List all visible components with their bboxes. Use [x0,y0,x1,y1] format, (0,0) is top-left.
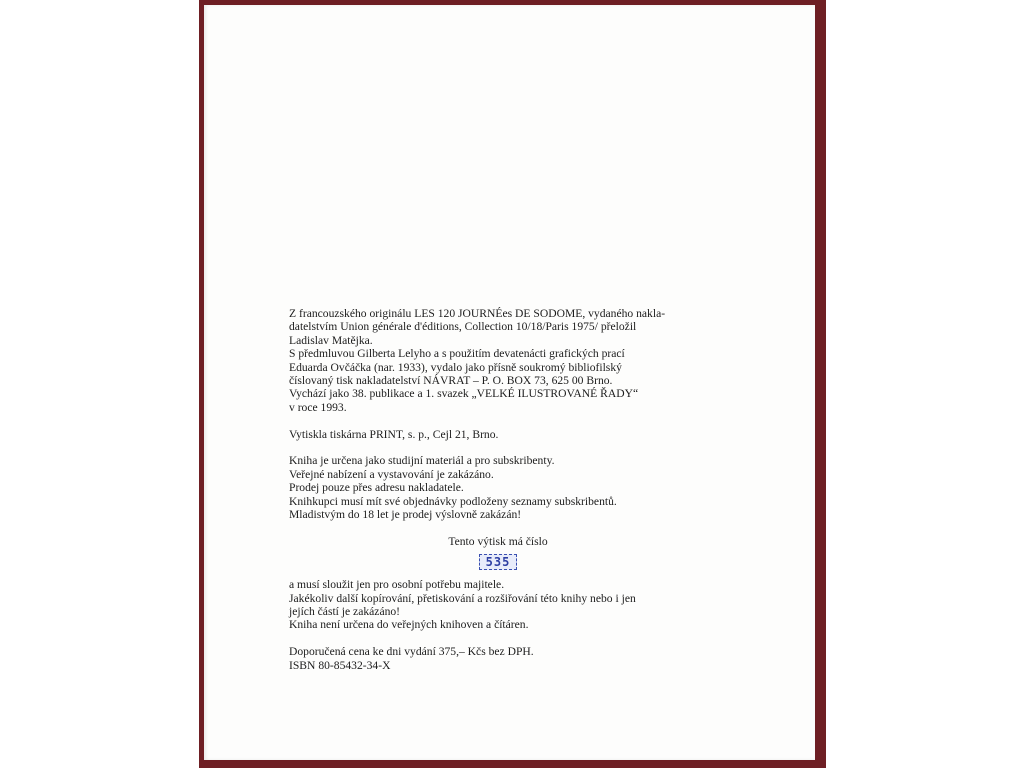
text-line: Kniha není určena do veřejných knihoven a čítáren. [289,618,529,632]
copy-number-label: Tento výtisk má číslo [448,534,548,548]
spacer [289,414,707,427]
restrictions-paragraph [289,454,707,521]
colophon-text [289,307,707,672]
text-line: Veřejné nabízení a vystavování je zakázáno. [289,467,494,481]
spacer [289,632,707,645]
text-line: číslovaný tisk nakladatelství NÁVRAT – P. O. BOX 73, 625 00 Brno. [289,374,613,388]
text-line: jejích částí je zakázáno! [289,605,401,619]
printer-line: Vytiskla tiskárna PRINT, s. p., Cejl 21, Brno. [289,427,499,441]
text-line: Mladistvým do 18 let je prodej výslovně zakázán! [289,508,522,522]
text-line: Kniha je určena jako studijní materiál a pro subskribenty. [289,454,555,468]
text-line: Ladislav Matějka. [289,333,373,347]
series-paragraph [289,387,707,414]
text-line: a musí sloužit jen pro osobní potřebu majitele. [289,578,505,592]
spacer [289,441,707,454]
price-line: Doporučená cena ke dni vydání 375,– Kčs bez DPH. [289,645,534,659]
translation-paragraph [289,307,707,347]
text-line: Vychází jako 38. publikace a 1. svazek „VELKÉ ILUSTROVANÉ ŘADY“ [289,387,639,401]
text-line: Z francouzského originálu LES 120 JOURNÉes DE SODOME, vydaného nakla- [289,307,666,320]
publisher-paragraph [289,347,707,387]
copy-number-stamp: 535 [479,554,518,570]
text-line: Jakékoliv další kopírování, přetiskování a rozšiřování této knihy nebo i jen [289,591,636,605]
copy-number-stamp-wrap [289,554,707,576]
isbn-line: ISBN 80-85432-34-X [289,658,391,672]
text-line: Knihkupci musí mít své objednávky podloženy seznamy subskribentů. [289,494,617,508]
text-line: Prodej pouze přes adresu nakladatele. [289,481,464,495]
spacer [289,521,707,534]
usage-paragraph [289,578,707,632]
text-line: S předmluvou Gilberta Lelyho a s použitím devatenácti grafických prací [289,347,625,361]
text-line: Eduarda Ovčáčka (nar. 1933), vydalo jako přísně soukromý bibliofilský [289,360,622,374]
text-line: datelstvím Union générale d'éditions, Collection 10/18/Paris 1975/ přeložil [289,320,637,334]
text-line: v roce 1993. [289,400,347,414]
